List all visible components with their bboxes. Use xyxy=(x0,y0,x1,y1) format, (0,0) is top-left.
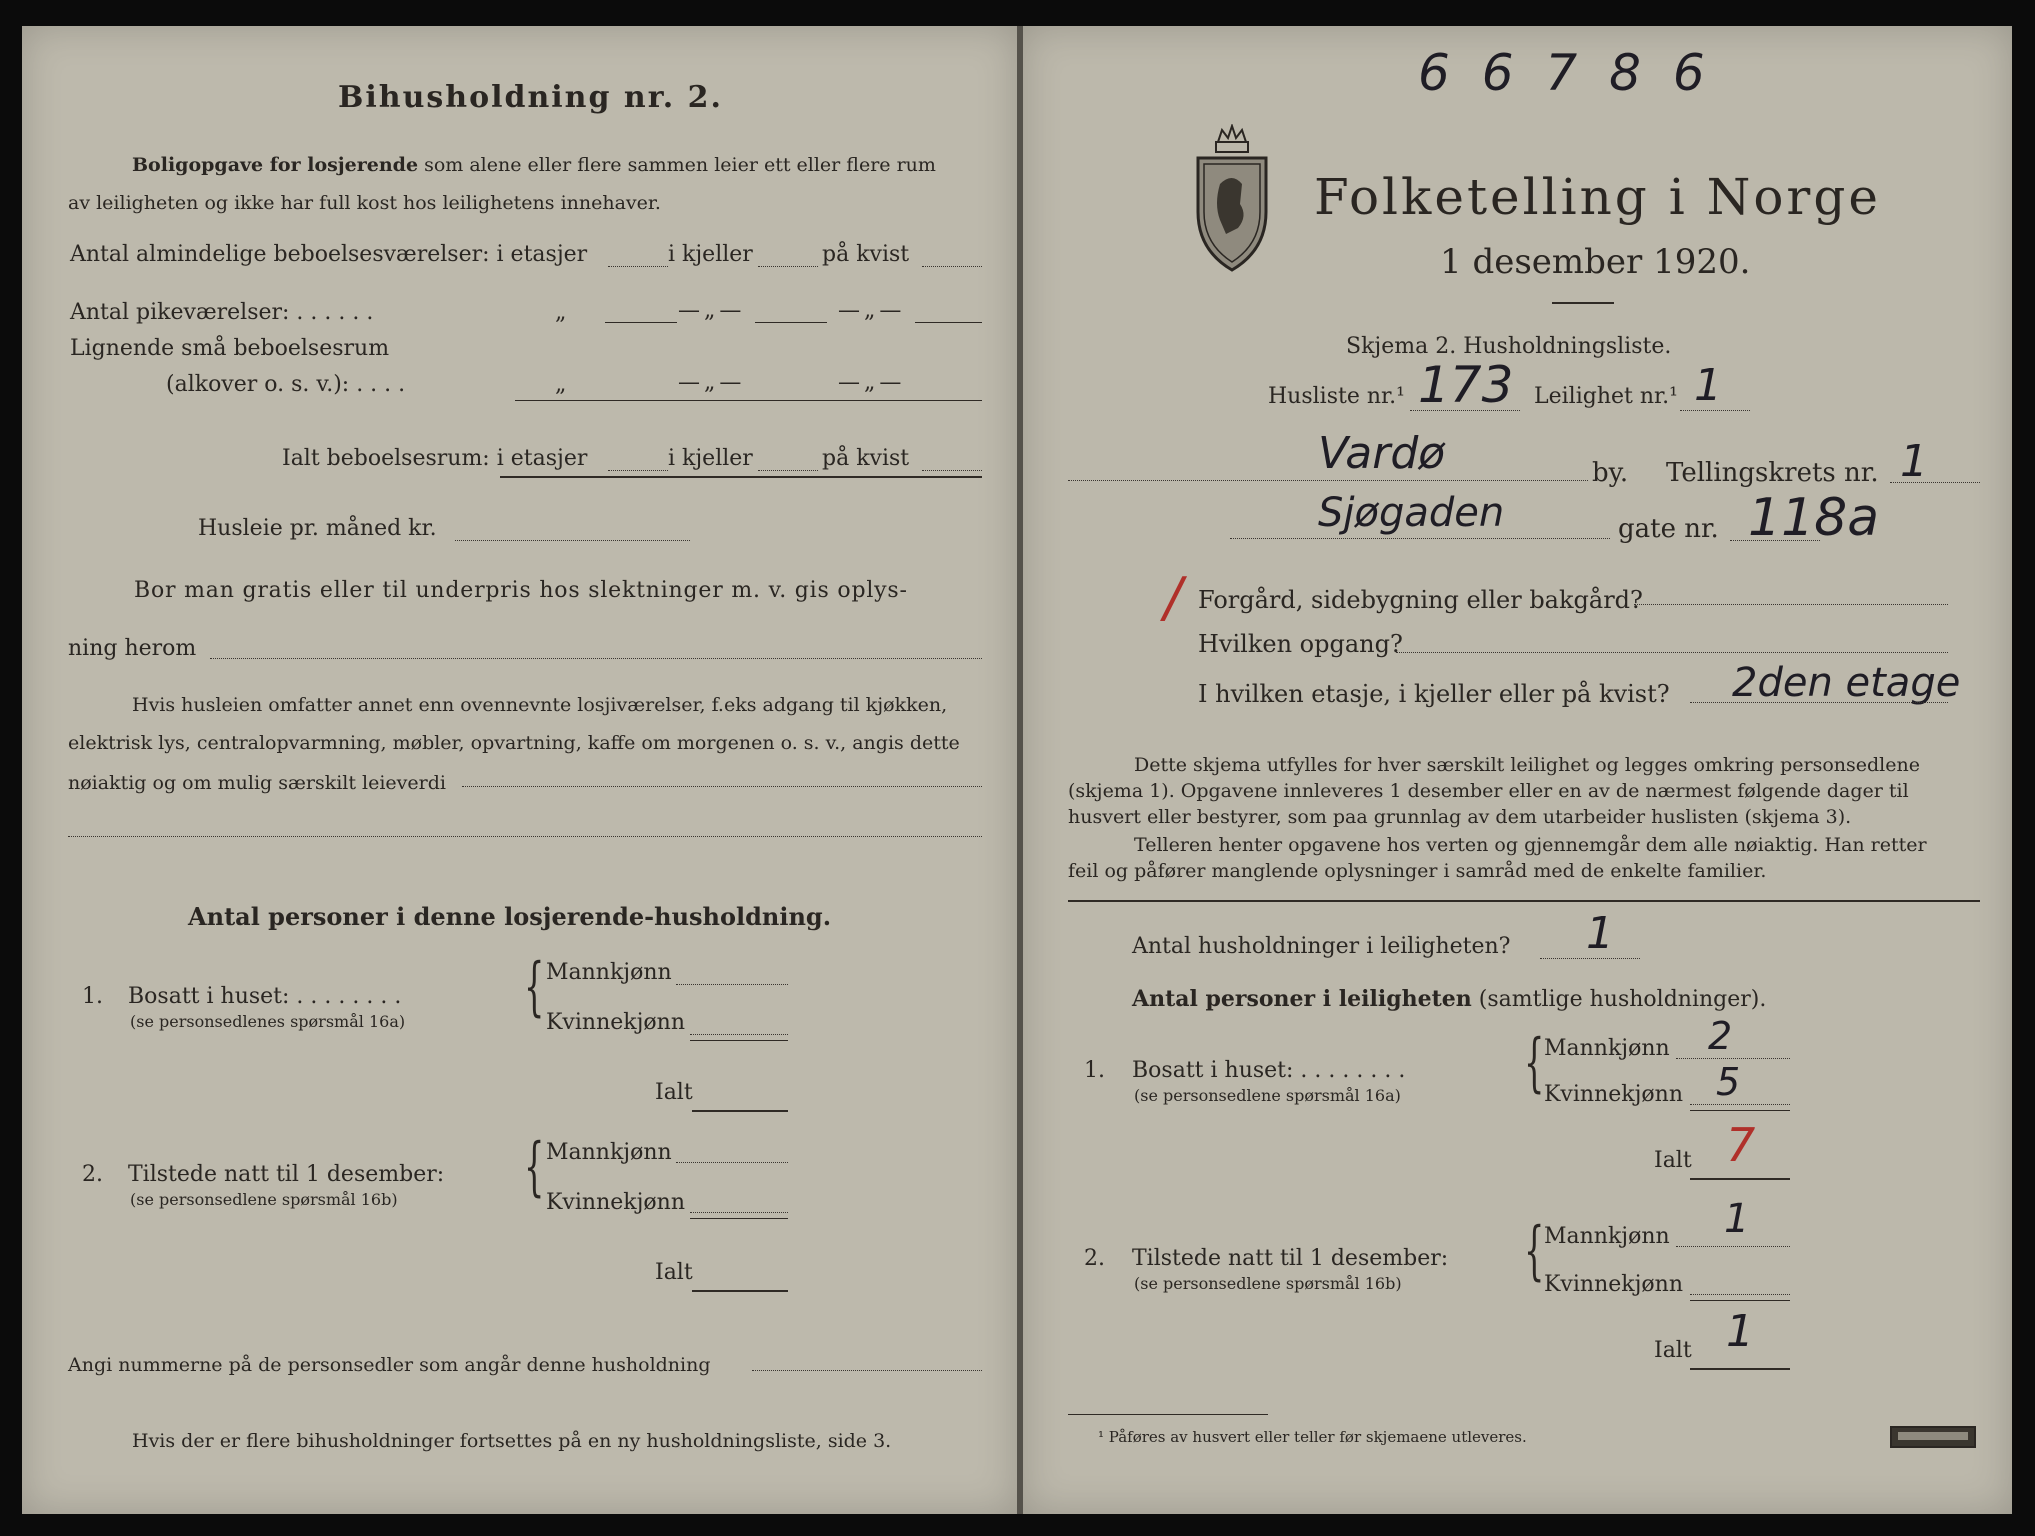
right-q2-ialt-field xyxy=(1690,1368,1790,1370)
gate-field xyxy=(1230,538,1610,539)
hvis-line-3: nøiaktig og om mulig særskilt leieverdi xyxy=(68,772,446,794)
footnote: ¹ Påføres av husvert eller teller før skjemaene utleveres. xyxy=(1098,1428,1527,1446)
angi-label: Angi nummerne på de personsedler som angår denne husholdning xyxy=(68,1354,711,1376)
right-q1-sum-rule xyxy=(1690,1110,1790,1111)
info-line-4: Telleren henter opgavene hos verten og gjennemgår dem alle nøiaktig. Han retter xyxy=(1134,834,1927,856)
right-q1-ialt-value[interactable]: 7 xyxy=(1726,1118,1756,1172)
opgang-field[interactable] xyxy=(1396,652,1948,653)
intro-bold: Boligopgave for losjerende xyxy=(132,154,419,176)
info-line-5: feil og påfører manglende oplysninger i samråd med de enkelte familier. xyxy=(1068,860,1767,882)
left-q2-label: Tilstede natt til 1 desember: xyxy=(128,1162,445,1187)
left-q1-ialt-label: Ialt xyxy=(655,1080,693,1105)
left-q2-mann-field[interactable] xyxy=(676,1162,788,1163)
page-fold xyxy=(1017,26,1023,1514)
etasje-label: I hvilken etasje, i kjeller eller på kvist? xyxy=(1198,680,1670,708)
lignende-ditto: „ xyxy=(555,372,567,397)
forgaard-field[interactable] xyxy=(1634,604,1948,605)
left-q2-kvinne-field[interactable] xyxy=(690,1212,788,1213)
intro-line-2: av leiligheten og ikke har full kost hos leilighetens innehaver. xyxy=(68,192,661,214)
leilighet-value[interactable]: 1 xyxy=(1694,360,1722,411)
left-q1-kvinne-field[interactable] xyxy=(690,1034,788,1035)
by-field xyxy=(1068,480,1588,481)
right-q1-mann-value[interactable]: 2 xyxy=(1708,1014,1733,1058)
rooms-kjeller-label: i kjeller xyxy=(668,242,753,267)
skjema-label: Skjema 2. Husholdningsliste. xyxy=(1346,334,1672,359)
right-q2-brace: { xyxy=(1524,1214,1545,1288)
right-q2-mann-field xyxy=(1676,1246,1790,1247)
right-q2-ialt-value[interactable]: 1 xyxy=(1726,1306,1754,1357)
rooms-kvist-field[interactable] xyxy=(922,266,982,267)
left-q2-mann-label: Mannkjønn xyxy=(546,1140,672,1165)
footnote-rule xyxy=(1068,1414,1268,1415)
right-antal-rest: (samtlige husholdninger). xyxy=(1478,987,1767,1012)
right-q1-label: Bosatt i huset: . . . . . . . . xyxy=(1132,1058,1406,1083)
left-q1-ialt-field[interactable] xyxy=(692,1110,788,1112)
left-q1-mann-field[interactable] xyxy=(676,984,788,985)
opgang-label: Hvilken opgang? xyxy=(1198,630,1403,658)
hvis-line-1: Hvis husleien omfatter annet enn ovennevnte losjiværelser, f.eks adgang til kjøkken, xyxy=(132,694,948,716)
bor-line-2: ning herom xyxy=(68,636,197,661)
pike-ditto: „ xyxy=(555,300,567,325)
right-title: Folketelling i Norge xyxy=(1314,168,1881,226)
right-q1-kvinne-value[interactable]: 5 xyxy=(1716,1060,1741,1104)
left-q2-sum-rule xyxy=(690,1218,788,1219)
info-line-2: (skjema 1). Opgavene innleveres 1 desember eller en av de nærmest følgende dager til xyxy=(1068,780,1909,802)
gate-value[interactable]: Sjøgaden xyxy=(1318,490,1505,536)
printer-stamp xyxy=(1890,1426,1976,1448)
krets-field xyxy=(1890,482,1980,483)
leilighet-field xyxy=(1680,410,1750,411)
right-antal-heading xyxy=(1132,986,1766,1012)
by-label: by. xyxy=(1592,458,1629,488)
lignende-field[interactable] xyxy=(515,400,982,401)
lignende-label-2: (alkover o. s. v.): . . . . xyxy=(166,372,406,397)
coat-of-arms-icon xyxy=(1190,124,1274,274)
pike-dash-1: —„— xyxy=(678,298,746,323)
right-q2-kvinne-field xyxy=(1690,1294,1790,1295)
gate-nr-field xyxy=(1730,540,1820,541)
bor-line-1: Bor man gratis eller til underpris hos slektninger m. v. gis oplys- xyxy=(134,578,908,603)
husliste-label: Husliste nr.¹ xyxy=(1268,384,1405,409)
husliste-value[interactable]: 173 xyxy=(1418,356,1514,414)
left-q1-label: Bosatt i huset: . . . . . . . . xyxy=(128,984,402,1009)
left-q2-ialt-field[interactable] xyxy=(692,1290,788,1292)
intro-line-1 xyxy=(132,154,936,176)
ialt-kvist-label: på kvist xyxy=(822,446,910,471)
red-check-mark: / xyxy=(1164,566,1183,629)
right-q1-num: 1. xyxy=(1084,1058,1105,1083)
hush-field xyxy=(1540,958,1640,959)
right-q2-ialt-label: Ialt xyxy=(1654,1338,1692,1363)
rooms-kvist-label: på kvist xyxy=(822,242,910,267)
leieverdi-field[interactable] xyxy=(462,786,982,787)
etasje-field xyxy=(1690,702,1948,703)
right-q1-ialt-label: Ialt xyxy=(1654,1148,1692,1173)
right-q1-kvinne-label: Kvinnekjønn xyxy=(1544,1082,1683,1107)
left-q2-brace: { xyxy=(524,1130,545,1204)
handwritten-serial: 6 6 7 8 6 xyxy=(1418,44,1713,102)
by-value[interactable]: Vardø xyxy=(1318,428,1446,479)
left-antal-heading: Antal personer i denne losjerende-husholdning. xyxy=(188,902,832,931)
husleie-field[interactable] xyxy=(455,540,690,541)
etasje-value[interactable]: 2den etage xyxy=(1732,660,1961,706)
right-antal-bold: Antal personer i leiligheten xyxy=(1132,986,1472,1012)
left-q1-sub: (se personsedlenes spørsmål 16a) xyxy=(130,1012,406,1031)
rooms-kjeller-field[interactable] xyxy=(758,266,818,267)
pike-label: Antal pikeværelser: . . . . . . xyxy=(70,300,374,325)
hush-value[interactable]: 1 xyxy=(1586,908,1614,959)
info-line-1: Dette skjema utfylles for hver særskilt leilighet og legges omkring personsedlene xyxy=(1134,754,1920,776)
lignende-label-1: Lignende små beboelsesrum xyxy=(70,336,390,361)
gate-nr-value[interactable]: 118a xyxy=(1748,488,1880,548)
pike-field-1[interactable] xyxy=(605,322,677,323)
right-q2-sub: (se personsedlene spørsmål 16b) xyxy=(1134,1274,1402,1293)
left-title: Bihusholdning nr. 2. xyxy=(338,80,723,115)
right-q1-kvinne-field xyxy=(1690,1104,1790,1105)
right-q2-label: Tilstede natt til 1 desember: xyxy=(1132,1246,1449,1271)
ialt-kvist-field[interactable] xyxy=(922,470,982,471)
info-line-3: husvert eller bestyrer, som paa grunnlag av dem utarbeider huslisten (skjema 3). xyxy=(1068,806,1852,828)
right-q2-kvinne-label: Kvinnekjønn xyxy=(1544,1272,1683,1297)
bor-field[interactable] xyxy=(210,658,982,659)
ialt-kjeller-field[interactable] xyxy=(758,470,818,471)
ialt-kjeller-label: i kjeller xyxy=(668,446,753,471)
left-q1-kvinne-label: Kvinnekjønn xyxy=(546,1010,685,1035)
left-footer: Hvis der er flere bihusholdninger fortsettes på en ny husholdningsliste, side 3. xyxy=(132,1430,892,1452)
intro-rest: som alene eller flere sammen leier ett eller flere rum xyxy=(424,154,936,176)
angi-field[interactable] xyxy=(752,1370,982,1371)
info-rule xyxy=(1068,900,1980,902)
right-q2-mann-label: Mannkjønn xyxy=(1544,1224,1670,1249)
left-q1-sum-rule xyxy=(690,1040,788,1041)
right-q1-mann-field xyxy=(1676,1058,1790,1059)
right-q1-brace: { xyxy=(1524,1026,1545,1100)
right-q1-sub: (se personsedlene spørsmål 16a) xyxy=(1134,1086,1401,1105)
ialt-rooms-label: Ialt beboelsesrum: i etasjer xyxy=(282,446,588,471)
left-q1-mann-label: Mannkjønn xyxy=(546,960,672,985)
krets-value[interactable]: 1 xyxy=(1900,436,1928,487)
left-q2-sub: (se personsedlene spørsmål 16b) xyxy=(130,1190,398,1209)
right-q2-sum-rule xyxy=(1690,1300,1790,1301)
husleie-label: Husleie pr. måned kr. xyxy=(198,516,437,541)
title-rule xyxy=(1552,302,1614,304)
left-q1-num: 1. xyxy=(82,984,103,1009)
pike-dash-2: —„— xyxy=(838,298,906,323)
hvis-line-2: elektrisk lys, centralopvarmning, møbler, opvartning, kaffe om morgenen o. s. v., angis dette xyxy=(68,732,960,754)
lignende-dash-1: —„— xyxy=(678,370,746,395)
left-q2-ialt-label: Ialt xyxy=(655,1260,693,1285)
right-q2-mann-value[interactable]: 1 xyxy=(1724,1196,1750,1242)
pike-field-2[interactable] xyxy=(755,322,827,323)
forgaard-label: Forgård, sidebygning eller bakgård? xyxy=(1198,586,1643,614)
ialt-etasjer-field[interactable] xyxy=(608,470,668,471)
pike-field-3[interactable] xyxy=(915,322,982,323)
krets-label: Tellingskrets nr. xyxy=(1666,458,1879,488)
rooms-label: Antal almindelige beboelsesværelser: i etasjer xyxy=(70,242,588,267)
ialt-rooms-rule xyxy=(500,476,982,478)
left-q2-num: 2. xyxy=(82,1162,103,1187)
right-q1-mann-label: Mannkjønn xyxy=(1544,1036,1670,1061)
leieverdi-field-2[interactable] xyxy=(68,836,982,837)
right-q2-num: 2. xyxy=(1084,1246,1105,1271)
left-q2-kvinne-label: Kvinnekjønn xyxy=(546,1190,685,1215)
lignende-dash-2: —„— xyxy=(838,370,906,395)
husliste-field xyxy=(1410,410,1520,411)
rooms-etasjer-field[interactable] xyxy=(608,266,668,267)
leilighet-label: Leilighet nr.¹ xyxy=(1534,384,1678,409)
left-q1-brace: { xyxy=(524,950,545,1024)
right-date: 1 desember 1920. xyxy=(1440,242,1751,282)
right-q1-ialt-field xyxy=(1690,1178,1790,1180)
gate-label: gate nr. xyxy=(1618,514,1719,544)
hush-label: Antal husholdninger i leiligheten? xyxy=(1132,934,1511,959)
